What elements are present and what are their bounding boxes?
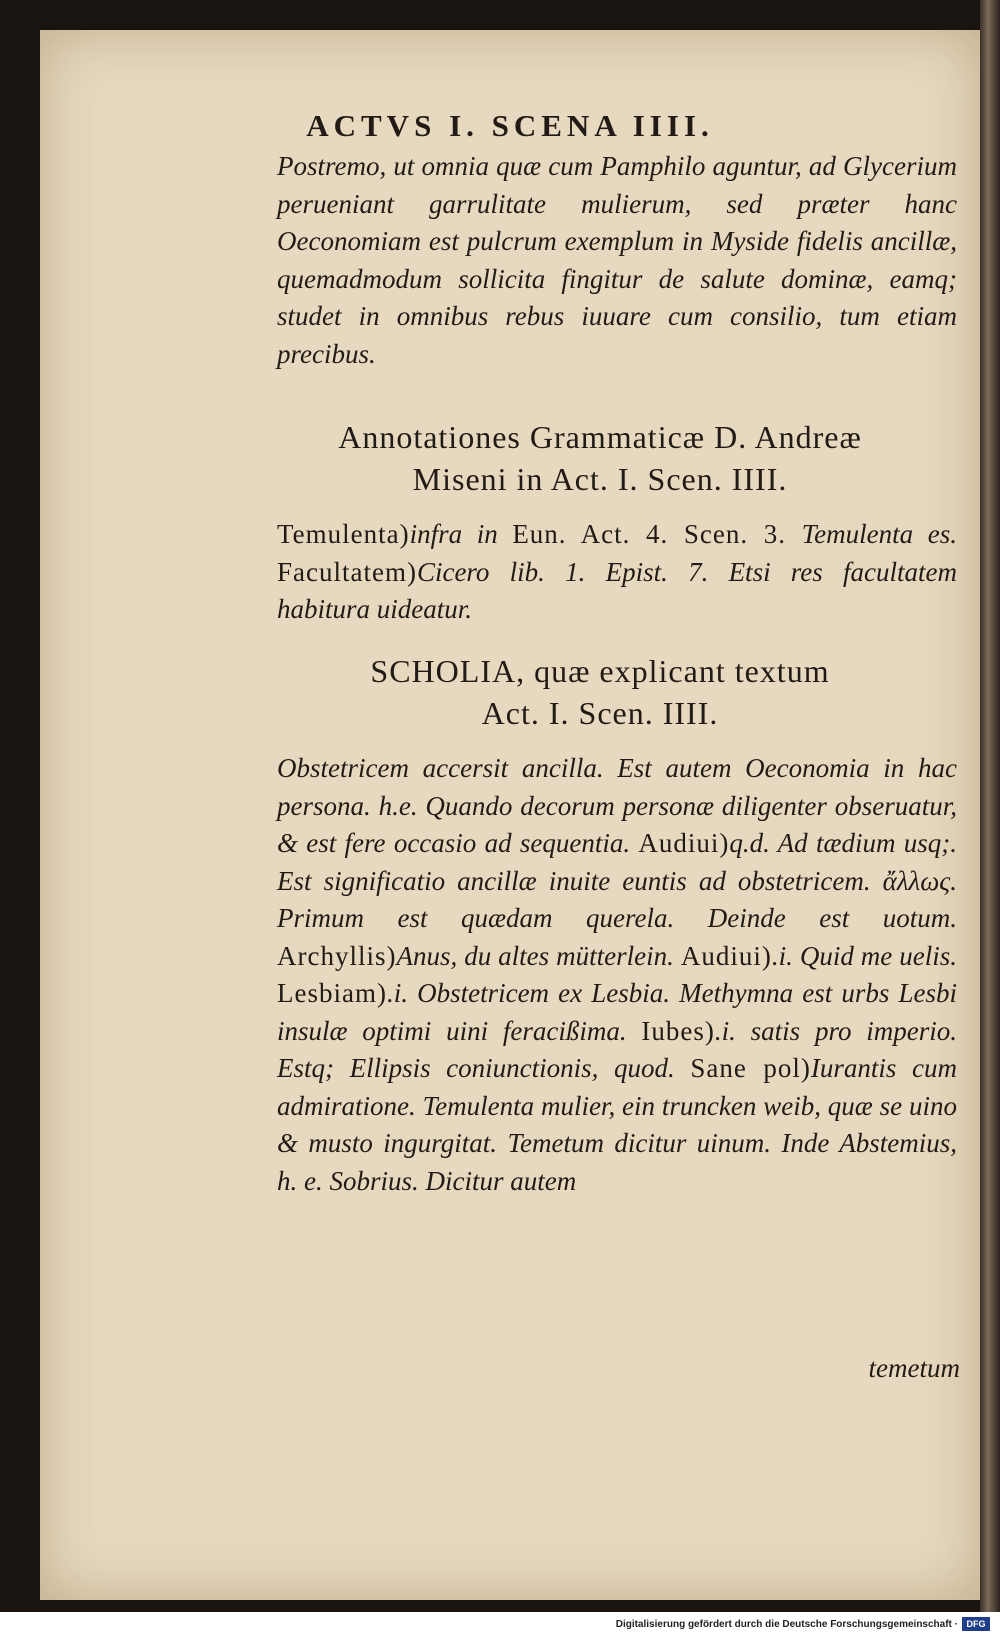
lemma-text: Archyllis)	[277, 940, 397, 971]
lemma-text: Temulenta)	[277, 519, 410, 549]
lemma-text: Lesbiam)	[277, 978, 387, 1008]
gloss-text: q.d. Ad tædium usq;. Est significatio ancillæ inuite euntis ad obstetricem. ἄλλως. Primum est quædam querela. Deinde est uotum.	[277, 828, 957, 933]
lemma-text: Audiui)	[638, 828, 730, 858]
footer-credit: Digitalisierung gefördert durch die Deutsche Forschungsgemeinschaft ·	[615, 1619, 958, 1630]
digitization-footer	[0, 1612, 1000, 1639]
gloss-text: .i. satis pro imperio. Estq; Ellipsis coniunctionis, quod.	[277, 1015, 957, 1083]
lemma-text: Facultatem)	[277, 556, 417, 587]
gloss-text: Anus, du altes mütterlein.	[396, 940, 681, 971]
gloss-text: Iurantis cum admiratione. Temulenta mulier, ein truncken weib, quæ se uino & musto ingurgitat. Temetum dicitur uinum. Inde Abstemius, h. e. Sobrius. Dicitur autem	[277, 1053, 957, 1196]
book-page	[40, 30, 980, 1600]
gloss-text: .i. Quid me uelis.	[771, 940, 957, 971]
running-head: ACTVS I. SCENA IIII.	[306, 108, 714, 143]
gloss-text: Obstetricem accersit ancilla. Est autem Oeconomia in hac persona. h.e. Quando decorum personæ diligenter obseruatur, & est fere occasio ad sequentia.	[277, 753, 957, 858]
scholia-heading-line2: Act. I. Scen. IIII.	[481, 695, 719, 731]
annotations-heading	[240, 416, 960, 500]
lemma-text: Eun. Act. 4. Scen. 3.	[512, 519, 802, 549]
annotations-heading-line2: Miseni in Act. I. Scen. IIII.	[412, 461, 788, 497]
scholia-paragraph	[277, 750, 957, 1200]
gloss-text: Cicero lib. 1. Epist. 7. Etsi res facultatem habitura uideatur.	[277, 556, 957, 624]
gloss-text: infra in	[409, 519, 513, 549]
lemma-text: Iubes)	[641, 1015, 715, 1046]
dfg-logo: DFG	[962, 1617, 990, 1631]
scholia-heading	[240, 650, 960, 734]
gloss-text: Temulenta es.	[801, 519, 957, 549]
annotations-heading-line1: Annotationes Grammaticæ D. Andreæ	[338, 419, 862, 455]
paragraph-intro: Postremo, ut omnia quæ cum Pamphilo aguntur, ad Glycerium perueniant garrulitate mulierum, sed præter hanc Oeconomiam est pulcrum exemplum in Myside fidelis ancillæ, quemadmodum sollicita fingitur de salute dominæ, eamq; studet in omnibus rebus iuuare cum consilio, tum etiam precibus.	[277, 151, 957, 369]
gloss-text: .i. Obstetricem ex Lesbia. Methymna est urbs Lesbi insulæ optimi uini feracißima.	[277, 978, 957, 1046]
annotations-paragraph	[277, 516, 957, 629]
scholia-heading-line1: SCHOLIA, quæ explicant textum	[370, 653, 830, 689]
catchword: temetum	[868, 1353, 960, 1383]
lemma-text: Sane pol)	[690, 1053, 811, 1083]
lemma-text: Audiui)	[680, 940, 772, 971]
book-edge	[980, 0, 1000, 1612]
